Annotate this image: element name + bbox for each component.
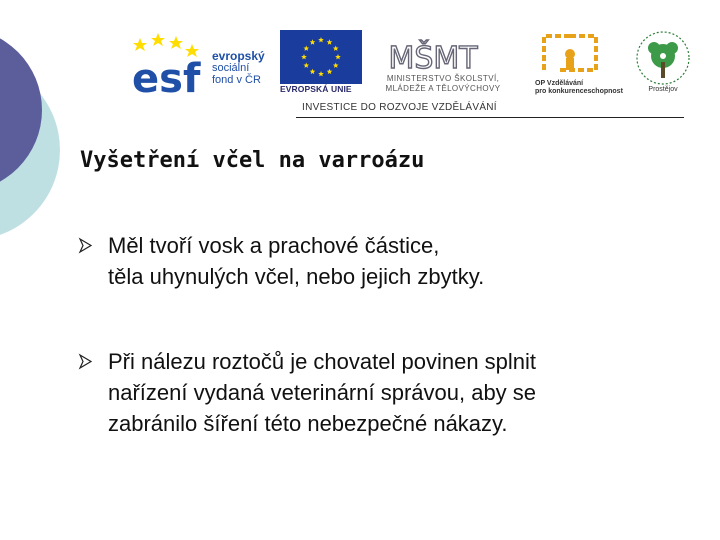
bullet-line: těla uhynulých včel, nebo jejich zbytky. [108, 264, 485, 289]
investice-caption: INVESTICE DO ROZVOJE VZDĚLÁVÁNÍ [302, 102, 497, 113]
msmt-line2: MLÁDEŽE A TĚLOVÝCHOVY [385, 84, 501, 93]
school-logo [628, 28, 698, 98]
school-caption: Prostějov [648, 86, 678, 93]
esf-caption [212, 50, 265, 86]
op-logo [535, 30, 623, 98]
bullet-item [80, 346, 680, 439]
slide-title: Vyšetření včel na varroázu [80, 148, 425, 173]
bullet-line: Při nálezu roztočů je chovatel povinen splnit [108, 349, 537, 374]
msmt-mark [388, 28, 478, 76]
eu-flag [280, 30, 362, 84]
bullet-line: zabránilo šíření této nebezpečné nákazy. [108, 411, 508, 436]
eu-caption: EVROPSKÁ UNIE [280, 84, 352, 94]
esf-letters: esf [132, 56, 201, 102]
corner-decoration [0, 0, 80, 300]
eu-logo [280, 30, 362, 96]
arrowhead-bullet-icon [80, 355, 91, 368]
esf-line3: fond v ČR [212, 74, 261, 86]
bullet-line: nařízení vydaná veterinární správou, aby se [108, 380, 537, 405]
bullet-item [80, 230, 680, 292]
msmt-letters: MŠMT [388, 41, 478, 76]
esf-mark [130, 30, 208, 102]
bullet-line: Měl tvoří vosk a prachové částice, [108, 233, 440, 258]
esf-line1: evropský [212, 49, 265, 63]
msmt-caption [368, 74, 518, 94]
esf-line2: sociální [212, 62, 250, 74]
esf-logo [130, 30, 272, 102]
header-rule [296, 117, 684, 118]
school-mark [628, 28, 698, 90]
op-caption [535, 80, 625, 96]
op-mark [540, 30, 600, 78]
msmt-logo [368, 28, 518, 98]
arrowhead-bullet-icon [80, 239, 91, 252]
msmt-line1: MINISTERSTVO ŠKOLSTVÍ, [386, 74, 500, 83]
op-line1: OP Vzdělávání [535, 80, 584, 87]
op-line2: pro konkurenceschopnost [535, 88, 623, 95]
bullet-list [80, 230, 680, 439]
